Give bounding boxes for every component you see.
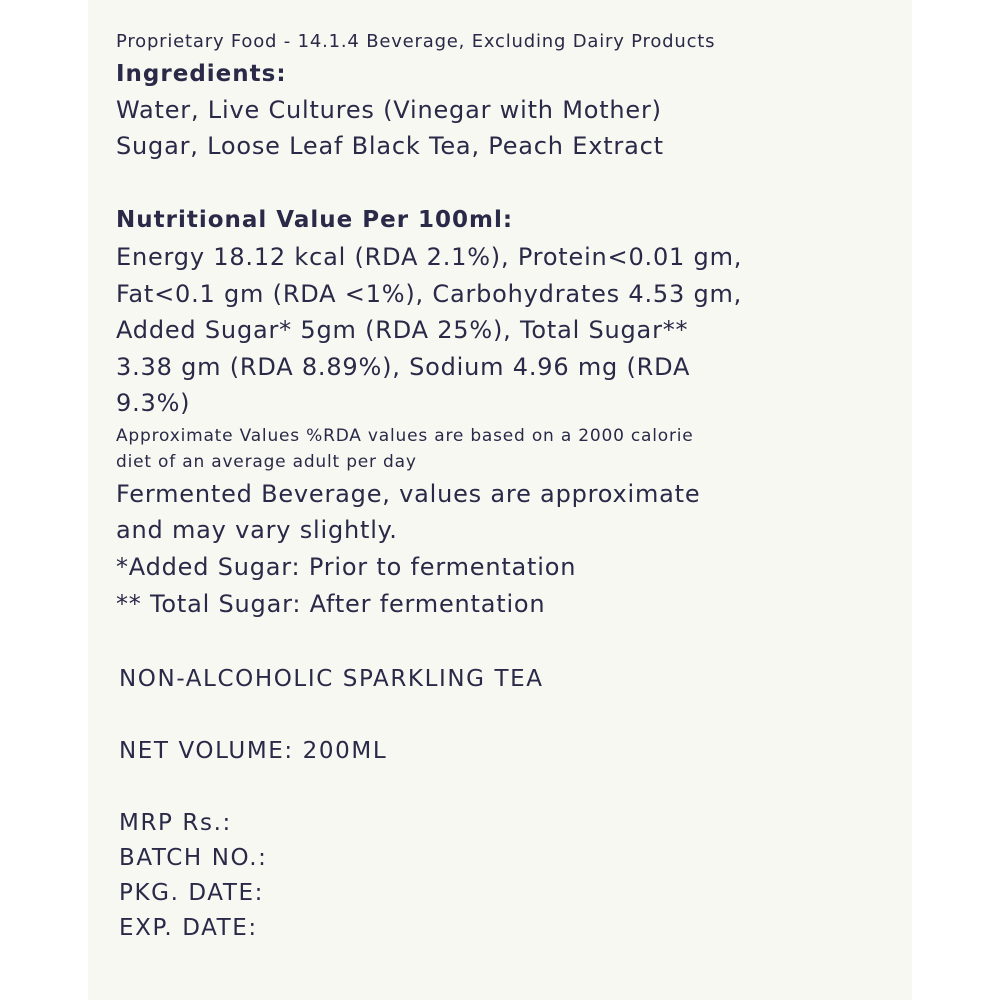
nutrition-line: Energy 18.12 kcal (RDA 2.1%), Protein<0.01 gm, <box>116 243 743 271</box>
product-label <box>88 0 912 1000</box>
nutrition-line: 9.3%) <box>116 389 191 417</box>
pkg-date-field: PKG. DATE: <box>119 880 264 906</box>
nutrition-line: Fat<0.1 gm (RDA <1%), Carbohydrates 4.53 gm, <box>116 280 743 308</box>
fermented-note-line: Fermented Beverage, values are approximate <box>116 480 701 508</box>
ingredients-line: Water, Live Cultures (Vinegar with Mother) <box>116 96 662 124</box>
food-category: Proprietary Food - 14.1.4 Beverage, Excluding Dairy Products <box>116 31 716 52</box>
net-volume: NET VOLUME: 200ML <box>119 738 388 764</box>
rda-note-line: diet of an average adult per day <box>116 452 417 472</box>
nutrition-heading: Nutritional Value Per 100ml: <box>116 207 514 233</box>
ingredients-heading: Ingredients: <box>116 61 287 87</box>
fermented-note-line: and may vary slightly. <box>116 516 398 544</box>
product-type: NON-ALCOHOLIC SPARKLING TEA <box>119 666 544 692</box>
rda-note-line: Approximate Values %RDA values are based on a 2000 calorie <box>116 426 694 446</box>
nutrition-line: 3.38 gm (RDA 8.89%), Sodium 4.96 mg (RDA <box>116 353 691 381</box>
nutrition-line: Added Sugar* 5gm (RDA 25%), Total Sugar** <box>116 316 689 344</box>
total-sugar-note: ** Total Sugar: After fermentation <box>116 590 546 618</box>
batch-no-field: BATCH NO.: <box>119 845 268 871</box>
added-sugar-note: *Added Sugar: Prior to fermentation <box>116 553 577 581</box>
exp-date-field: EXP. DATE: <box>119 915 258 941</box>
ingredients-line: Sugar, Loose Leaf Black Tea, Peach Extract <box>116 132 664 160</box>
mrp-field: MRP Rs.: <box>119 810 232 836</box>
